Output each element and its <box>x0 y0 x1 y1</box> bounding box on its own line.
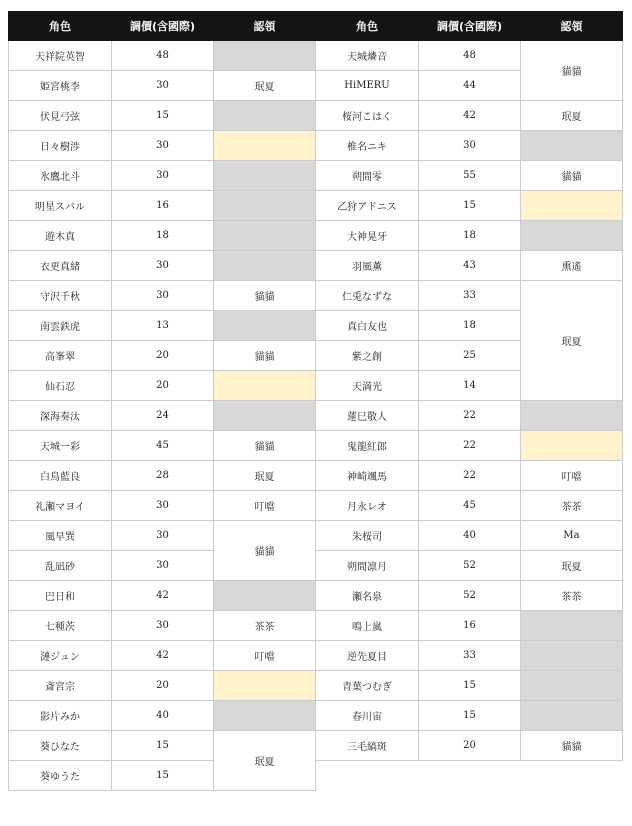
character-name: 椎名ニキ <box>316 131 419 161</box>
price-value: 30 <box>112 131 214 161</box>
price-value: 18 <box>112 221 214 251</box>
character-name: 衣更真緒 <box>9 251 112 281</box>
character-name: 蓮巳敬人 <box>316 401 419 431</box>
table-row <box>9 521 623 551</box>
price-value: 15 <box>419 701 521 731</box>
header-row <box>9 12 623 41</box>
character-name: 明星スバル <box>9 191 112 221</box>
claim-cell-empty <box>214 401 316 431</box>
price-value: 30 <box>112 551 214 581</box>
price-value: 42 <box>112 581 214 611</box>
claim-cell-empty <box>521 701 623 731</box>
price-value: 30 <box>419 131 521 161</box>
claim-cell: 茶茶 <box>521 581 623 611</box>
character-name: 鬼龍紅郎 <box>316 431 419 461</box>
character-name: 仁兎なずな <box>316 281 419 311</box>
price-value: 30 <box>112 491 214 521</box>
character-name: 守沢千秋 <box>9 281 112 311</box>
character-name: 春川宙 <box>316 701 419 731</box>
claim-cell-empty <box>214 311 316 341</box>
price-value: 20 <box>112 371 214 401</box>
table-row <box>9 131 623 161</box>
character-name: 大神晃牙 <box>316 221 419 251</box>
character-name: 巴日和 <box>9 581 112 611</box>
claim-cell: 叮噹 <box>214 641 316 671</box>
table-row <box>9 431 623 461</box>
claim-cell: 貓貓 <box>521 41 623 101</box>
character-name: 桜河こはく <box>316 101 419 131</box>
price-value: 33 <box>419 281 521 311</box>
character-name: 七種茨 <box>9 611 112 641</box>
claim-cell-empty <box>214 701 316 731</box>
claim-cell-empty <box>214 251 316 281</box>
character-name: 羽風薫 <box>316 251 419 281</box>
price-value: 13 <box>112 311 214 341</box>
price-value: 30 <box>112 281 214 311</box>
price-value: 52 <box>419 581 521 611</box>
character-name: 天城一彩 <box>9 431 112 461</box>
price-value: 42 <box>112 641 214 671</box>
table-row <box>9 611 623 641</box>
character-name: 紫之創 <box>316 341 419 371</box>
character-name: 朱桜司 <box>316 521 419 551</box>
character-name: 乱凪砂 <box>9 551 112 581</box>
header-claim-right: 認領 <box>521 12 623 41</box>
price-value: 40 <box>419 521 521 551</box>
claim-cell: 珉夏 <box>214 71 316 101</box>
table-row <box>9 281 623 311</box>
character-name: 仙石忍 <box>9 371 112 401</box>
price-value: 45 <box>419 491 521 521</box>
claim-cell-empty <box>214 581 316 611</box>
price-value: 15 <box>112 101 214 131</box>
claim-cell-empty <box>214 101 316 131</box>
claim-cell: 貓貓 <box>214 431 316 461</box>
character-name: 朔間凛月 <box>316 551 419 581</box>
claim-cell-empty <box>521 401 623 431</box>
price-value: 22 <box>419 401 521 431</box>
table-row <box>9 101 623 131</box>
claim-cell: Ma <box>521 521 623 551</box>
price-value: 48 <box>419 41 521 71</box>
character-name: 青葉つむぎ <box>316 671 419 701</box>
claim-cell: 珉夏 <box>214 731 316 791</box>
price-value: 55 <box>419 161 521 191</box>
price-value: 30 <box>112 161 214 191</box>
claim-cell-empty <box>214 41 316 71</box>
character-name: 天城燐音 <box>316 41 419 71</box>
claim-cell-empty <box>521 191 623 221</box>
character-name: 鳴上嵐 <box>316 611 419 641</box>
price-value: 40 <box>112 701 214 731</box>
character-name: 天祥院英智 <box>9 41 112 71</box>
character-name: 葵ゆうた <box>9 761 112 791</box>
price-value: 43 <box>419 251 521 281</box>
price-value: 33 <box>419 641 521 671</box>
character-name: 漣ジュン <box>9 641 112 671</box>
claim-cell: 珉夏 <box>214 461 316 491</box>
price-value: 15 <box>419 671 521 701</box>
price-value: 14 <box>419 371 521 401</box>
claim-cell: 熏遙 <box>521 251 623 281</box>
claim-cell-empty <box>214 671 316 701</box>
header-character-left: 角色 <box>9 12 112 41</box>
claim-cell: 貓貓 <box>214 341 316 371</box>
claim-cell-empty <box>521 611 623 641</box>
table-row <box>9 701 623 731</box>
price-value: 20 <box>419 731 521 761</box>
character-name: 南雲鉄虎 <box>9 311 112 341</box>
character-name: 真白友也 <box>316 311 419 341</box>
claim-cell: 貓貓 <box>521 161 623 191</box>
character-name: 乙狩アドニス <box>316 191 419 221</box>
header-claim-left: 認領 <box>214 12 316 41</box>
character-name: 朔間零 <box>316 161 419 191</box>
claim-cell: 貓貓 <box>521 731 623 761</box>
claim-cell-empty <box>214 161 316 191</box>
price-value: 30 <box>112 521 214 551</box>
character-name: 姫宮桃李 <box>9 71 112 101</box>
price-value: 15 <box>419 191 521 221</box>
table-row <box>9 491 623 521</box>
price-value: 18 <box>419 311 521 341</box>
table-row <box>9 581 623 611</box>
claim-cell-empty <box>214 131 316 161</box>
character-name: 礼瀬マヨイ <box>9 491 112 521</box>
claim-cell-empty <box>521 671 623 701</box>
table-row <box>9 641 623 671</box>
claim-cell-empty <box>214 371 316 401</box>
claim-cell-empty <box>214 191 316 221</box>
price-value: 42 <box>419 101 521 131</box>
price-value: 15 <box>112 761 214 791</box>
price-value: 30 <box>112 71 214 101</box>
header-character-right: 角色 <box>316 12 419 41</box>
price-value: 15 <box>112 731 214 761</box>
claim-cell: 叮噹 <box>521 461 623 491</box>
claim-table <box>8 11 623 791</box>
table-row <box>9 191 623 221</box>
claim-cell-empty <box>521 131 623 161</box>
claim-cell: 貓貓 <box>214 281 316 311</box>
claim-cell: 茶茶 <box>521 491 623 521</box>
character-name: 月永レオ <box>316 491 419 521</box>
character-name: 遊木真 <box>9 221 112 251</box>
price-value: 18 <box>419 221 521 251</box>
character-name: 日々樹渉 <box>9 131 112 161</box>
header-price-right: 調價(含國際) <box>419 12 521 41</box>
price-value: 48 <box>112 41 214 71</box>
character-name: 白鳥藍良 <box>9 461 112 491</box>
price-value: 16 <box>112 191 214 221</box>
character-name: 葵ひなた <box>9 731 112 761</box>
table-row <box>9 761 623 791</box>
table-row <box>9 671 623 701</box>
table-row <box>9 251 623 281</box>
price-value: 30 <box>112 251 214 281</box>
character-name: 深海奏汰 <box>9 401 112 431</box>
header-price-left: 調價(含國際) <box>112 12 214 41</box>
character-name: 影片みか <box>9 701 112 731</box>
price-value: 45 <box>112 431 214 461</box>
character-name: 三毛縞斑 <box>316 731 419 761</box>
character-name: 氷鷹北斗 <box>9 161 112 191</box>
character-name: 伏見弓弦 <box>9 101 112 131</box>
character-name: 瀬名泉 <box>316 581 419 611</box>
table-row <box>9 401 623 431</box>
character-name: 斎宮宗 <box>9 671 112 701</box>
character-name: 神崎颯馬 <box>316 461 419 491</box>
price-value: 28 <box>112 461 214 491</box>
price-value: 52 <box>419 551 521 581</box>
price-value: 16 <box>419 611 521 641</box>
character-name: 風早巽 <box>9 521 112 551</box>
table-body <box>9 41 623 791</box>
price-value: 25 <box>419 341 521 371</box>
table-row <box>9 221 623 251</box>
price-value: 24 <box>112 401 214 431</box>
claim-cell: 叮噹 <box>214 491 316 521</box>
claim-cell: 貓貓 <box>214 521 316 581</box>
claim-cell: 珉夏 <box>521 551 623 581</box>
claim-cell-empty <box>521 221 623 251</box>
table-row <box>9 161 623 191</box>
table-row <box>9 551 623 581</box>
table-row <box>9 461 623 491</box>
character-name: 高峯翠 <box>9 341 112 371</box>
claim-cell: 茶茶 <box>214 611 316 641</box>
claim-cell-empty <box>521 641 623 671</box>
price-value: 22 <box>419 431 521 461</box>
claim-cell: 珉夏 <box>521 101 623 131</box>
price-value: 22 <box>419 461 521 491</box>
character-name: 逆先夏目 <box>316 641 419 671</box>
price-value: 20 <box>112 671 214 701</box>
price-value: 44 <box>419 71 521 101</box>
claim-cell: 珉夏 <box>521 281 623 401</box>
price-value: 20 <box>112 341 214 371</box>
claim-cell-empty <box>214 221 316 251</box>
claim-cell-empty <box>521 431 623 461</box>
character-name: 天満光 <box>316 371 419 401</box>
table-row <box>9 41 623 71</box>
empty-cell <box>316 761 623 791</box>
table-row <box>9 731 623 761</box>
price-value: 30 <box>112 611 214 641</box>
character-name: HiMERU <box>316 71 419 101</box>
